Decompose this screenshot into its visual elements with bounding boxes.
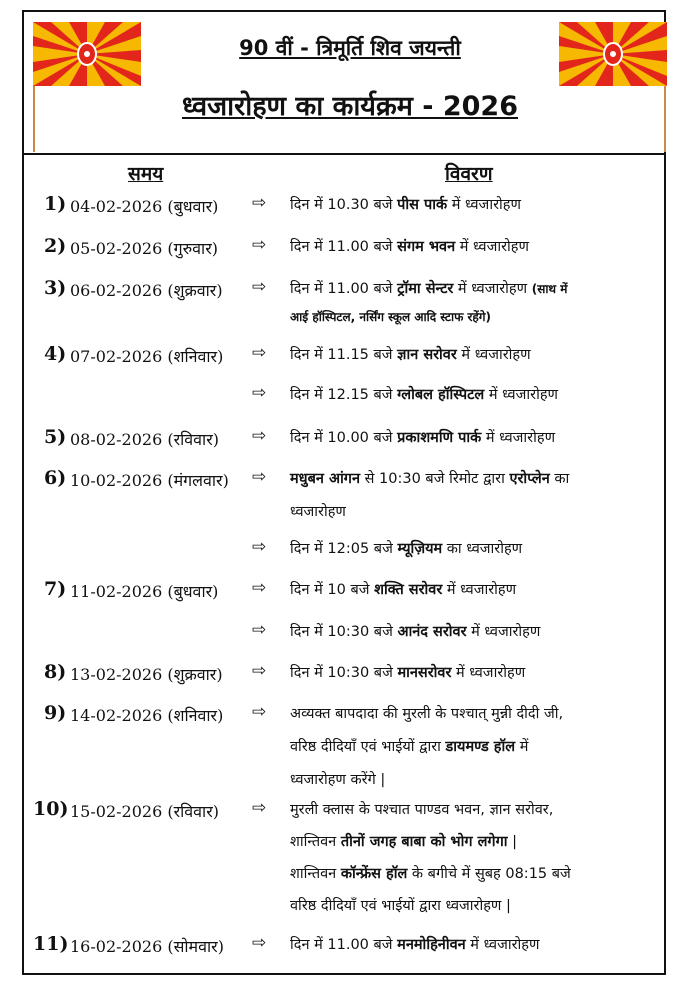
arrow-icon: ⇨ xyxy=(252,343,267,363)
row-description: मधुबन आंगन से 10:30 बजे रिमोट द्वारा एरोप्लेन का xyxy=(290,471,570,487)
row-description: दिन में 11.00 बजे ट्रॉमा सेन्टर में ध्वजारोहण (साथ में xyxy=(290,281,568,297)
column-header-time: समय xyxy=(128,163,164,185)
row-date: 15-02-2026 (रविवार) xyxy=(70,802,219,821)
row-number: 11) xyxy=(33,933,69,955)
row-date: 07-02-2026 (शनिवार) xyxy=(70,347,224,366)
arrow-icon: ⇨ xyxy=(252,426,267,446)
row-note: आई हॉस्पिटल, नर्सिंग स्कूल आदि स्टाफ रहेंगे) xyxy=(290,310,492,324)
page-title: ध्वजारोहण का कार्यक्रम - 2026 xyxy=(181,91,519,122)
row-description: दिन में 10 बजे शक्ति सरोवर में ध्वजारोहण xyxy=(290,582,517,598)
arrow-icon: ⇨ xyxy=(252,277,267,297)
row-description-cont: ध्वजारोहण xyxy=(290,504,346,520)
row-description: दिन में 12.15 बजे ग्लोबल हॉस्पिटल में ध्वजारोहण xyxy=(290,387,559,403)
row-date: 10-02-2026 (मंगलवार) xyxy=(70,471,229,490)
row-date: 04-02-2026 (बुधवार) xyxy=(70,197,219,216)
row-date: 06-02-2026 (शुक्रवार) xyxy=(70,281,223,300)
row-description: दिन में 10.00 बजे प्रकाशमणि पार्क में ध्वजारोहण xyxy=(290,430,556,446)
column-header-details: विवरण xyxy=(445,163,493,185)
arrow-icon: ⇨ xyxy=(252,933,267,953)
arrow-icon: ⇨ xyxy=(252,578,267,598)
row-number: 7) xyxy=(44,578,67,600)
row-description-cont: वरिष्ठ दीदियाँ एवं भाईयों द्वारा डायमण्ड हॉल में xyxy=(290,739,529,755)
row-date: 05-02-2026 (गुरुवार) xyxy=(70,239,218,258)
arrow-icon: ⇨ xyxy=(252,798,267,818)
row-date: 08-02-2026 (रविवार) xyxy=(70,430,219,449)
row-number: 8) xyxy=(44,661,67,683)
row-number: 5) xyxy=(44,426,67,448)
arrow-icon: ⇨ xyxy=(252,702,267,722)
row-number: 9) xyxy=(44,702,67,724)
row-date: 13-02-2026 (शुक्रवार) xyxy=(70,665,223,684)
row-description: दिन में 12:05 बजे म्यूज़ियम का ध्वजारोहण xyxy=(290,541,523,557)
row-description: दिन में 10.30 बजे पीस पार्क में ध्वजारोहण xyxy=(290,197,521,213)
row-number: 3) xyxy=(44,277,67,299)
row-description: अव्यक्त बापदादा की मुरली के पश्चात् मुन्नी दीदी जी, xyxy=(290,706,564,722)
row-date: 14-02-2026 (शनिवार) xyxy=(70,706,224,725)
row-number: 1) xyxy=(44,193,67,215)
arrow-icon: ⇨ xyxy=(252,383,267,403)
row-description: दिन में 10:30 बजे मानसरोवर में ध्वजारोहण xyxy=(290,665,526,681)
row-date: 11-02-2026 (बुधवार) xyxy=(70,582,219,601)
row-number: 6) xyxy=(44,467,67,489)
arrow-icon: ⇨ xyxy=(252,620,267,640)
row-number: 4) xyxy=(44,343,67,365)
row-description-cont: शान्तिवन तीनों जगह बाबा को भोग लगेगा | xyxy=(290,834,518,850)
row-description-cont: ध्वजारोहण करेंगे | xyxy=(290,772,386,788)
row-description: दिन में 11.15 बजे ज्ञान सरोवर में ध्वजारोहण xyxy=(290,347,531,363)
flag-icon-right xyxy=(559,22,667,86)
row-description-cont: वरिष्ठ दीदियाँ एवं भाईयों द्वारा ध्वजारोहण | xyxy=(290,898,511,914)
row-number: 10) xyxy=(33,798,69,820)
arrow-icon: ⇨ xyxy=(252,661,267,681)
arrow-icon: ⇨ xyxy=(252,467,267,487)
row-date: 16-02-2026 (सोमवार) xyxy=(70,937,224,956)
arrow-icon: ⇨ xyxy=(252,537,267,557)
row-description: दिन में 11.00 बजे संगम भवन में ध्वजारोहण xyxy=(290,239,529,255)
row-description: दिन में 10:30 बजे आनंद सरोवर में ध्वजारोहण xyxy=(290,624,541,640)
title-line-1: 90 वीं - त्रिमूर्ति शिव जयन्ती xyxy=(239,36,461,60)
arrow-icon: ⇨ xyxy=(252,235,267,255)
row-description-cont: शान्तिवन कॉन्फ्रेंस हॉल के बगीचे में सुबह 08:15 बजे xyxy=(290,866,571,882)
arrow-icon: ⇨ xyxy=(252,193,267,213)
header-divider xyxy=(22,153,666,155)
flag-icon-left xyxy=(33,22,141,86)
row-description: दिन में 11.00 बजे मनमोहिनीवन में ध्वजारोहण xyxy=(290,937,540,953)
row-description: मुरली क्लास के पश्चात पाण्डव भवन, ज्ञान सरोवर, xyxy=(290,802,554,818)
row-number: 2) xyxy=(44,235,67,257)
